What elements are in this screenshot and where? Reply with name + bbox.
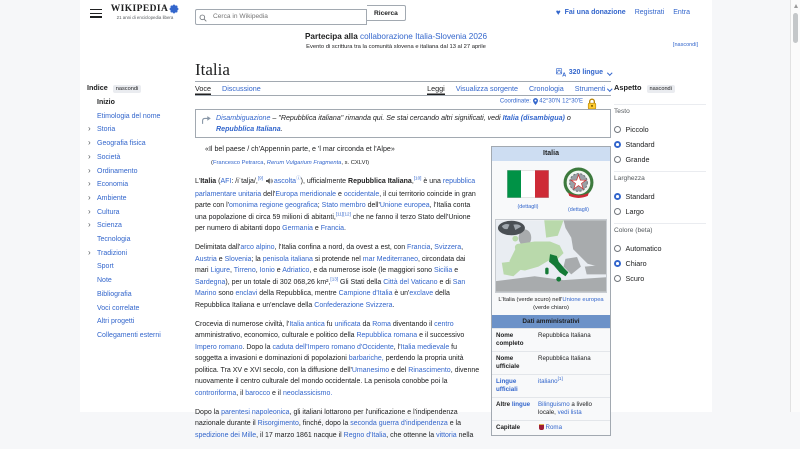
toc-item-sport[interactable] <box>87 263 191 270</box>
tab-visualizza-sorgente[interactable]: Visualizza sorgente <box>455 83 518 93</box>
text-span: , <box>230 267 234 275</box>
inline-link[interactable]: Francia <box>320 225 345 233</box>
disambiguation-icon <box>201 115 212 129</box>
text-span: , il cui territorio coincide in gran parte con l' <box>195 190 476 210</box>
map-pin-icon <box>533 98 538 105</box>
inline-link[interactable]: Francesco Petrarca <box>212 159 264 166</box>
inline-link[interactable]: italiano <box>538 378 558 386</box>
inline-link[interactable]: seconda guerra d'indipendenza <box>350 420 448 428</box>
wikipedia-logo[interactable] <box>107 4 183 20</box>
locator-map[interactable] <box>495 219 607 293</box>
inline-link[interactable]: Campione d'Italia <box>338 290 393 298</box>
inline-link[interactable]: controriforma <box>195 389 237 397</box>
text-span: e <box>336 190 344 198</box>
header-links <box>556 8 690 17</box>
text-span: Repubblica Italiana <box>538 355 591 363</box>
inline-link[interactable]: exclave <box>409 290 434 298</box>
text-span: amministrativo, economico, culturale e politico della <box>195 332 357 340</box>
text-span: dell' <box>365 202 380 210</box>
expand-icon[interactable]: › <box>88 192 91 202</box>
radio-option-grande[interactable] <box>614 155 706 164</box>
chevron-down-icon <box>607 70 612 75</box>
language-icon <box>556 68 566 77</box>
toc-item-note[interactable] <box>87 277 191 284</box>
text-span: , il <box>236 389 246 397</box>
logo-title: WIKIPEDIA <box>110 4 169 14</box>
text-span: L' <box>195 178 201 186</box>
toc-label: Scienza <box>97 222 122 230</box>
inline-link[interactable]: omonima regione geografica <box>229 202 318 210</box>
inline-link[interactable]: [13] <box>330 276 339 282</box>
inline-link[interactable]: Risorgimento <box>257 420 299 428</box>
inline-link[interactable]: Roma <box>545 424 563 432</box>
text-span: , s. CXLVI) <box>341 159 370 166</box>
text-span: ( <box>216 178 221 186</box>
inline-link[interactable]: AFI <box>220 178 232 186</box>
inline-link[interactable]: Unione europea <box>562 296 604 303</box>
inline-link[interactable]: [10] <box>413 175 422 181</box>
inline-link[interactable]: Bilinguismo <box>538 401 570 409</box>
text-span: Nome completo <box>496 332 524 348</box>
campaign-banner <box>80 32 712 50</box>
inline-link[interactable]: Sicilia <box>433 267 453 275</box>
text-span: ), ufficialmente <box>300 178 349 186</box>
appearance-section-title: Testo <box>614 104 706 119</box>
toc-item-tecnologia[interactable] <box>87 236 191 243</box>
toc-list <box>87 99 191 339</box>
text-span: dell' <box>261 190 276 198</box>
toc-item-inizio[interactable] <box>87 99 191 106</box>
expand-icon[interactable]: › <box>88 179 91 189</box>
text-span: sono <box>216 290 236 298</box>
coordinates-label[interactable]: Coordinate: <box>499 98 531 105</box>
toc-item-ordinamento[interactable] <box>87 165 191 175</box>
inline-link[interactable]: unificata <box>334 320 361 328</box>
banner-hide-link[interactable]: [nascondi] <box>672 42 698 48</box>
text-span: Partecipa alla <box>304 32 361 41</box>
text-span: Delimitata dall' <box>195 244 241 252</box>
inline-link[interactable]: barbariche, <box>348 355 384 363</box>
radio-icon[interactable] <box>614 260 621 267</box>
infobox-row-label <box>492 329 536 351</box>
toc-label: Collegamenti esterni <box>97 331 161 339</box>
toc-item-altri-progetti[interactable] <box>87 318 191 325</box>
inline-link[interactable]: Disambiguazione <box>216 114 271 123</box>
inline-link[interactable]: Rerum Vulgarium Fragmenta <box>266 159 342 166</box>
text-span: , <box>411 178 414 186</box>
text-span: ; <box>317 202 322 210</box>
text-span: e il <box>270 389 283 397</box>
appearance-title: Aspetto <box>614 83 642 92</box>
coordinates-value[interactable]: 42°30′N 12°30′E <box>539 98 583 105</box>
inline-link[interactable]: Francia <box>407 244 431 252</box>
italy-emblem[interactable] <box>562 167 595 200</box>
toc-item-cultura[interactable] <box>87 206 191 216</box>
table-of-contents <box>87 83 191 346</box>
text-span: Italia <box>200 178 217 186</box>
roma-shield-icon <box>539 424 544 430</box>
text-span: , l'Italia confina a nord, da ovest a est, con <box>274 244 408 252</box>
text-span: e <box>216 255 225 263</box>
text-span: Repubblica Italiana <box>348 178 412 186</box>
tab-strumenti[interactable]: Strumenti <box>575 82 611 95</box>
menu-icon[interactable] <box>90 9 102 20</box>
site-header <box>80 0 712 27</box>
text-span: nella <box>456 431 474 439</box>
text-span: ; la <box>251 255 263 263</box>
expand-icon[interactable]: › <box>88 247 91 257</box>
coordinates <box>195 96 611 106</box>
toc-title: Indice <box>87 83 108 92</box>
scrollbar[interactable] <box>790 0 800 412</box>
toc-label: Ordinamento <box>97 167 138 175</box>
speaker-icon[interactable] <box>266 177 273 189</box>
inline-link[interactable]: Confederazione Svizzera <box>314 301 393 309</box>
text-span: , <box>461 244 464 252</box>
article-main <box>195 60 611 449</box>
inline-link[interactable]: Slovenia <box>224 255 252 263</box>
text-span: della Repubblica, mentre <box>257 290 339 298</box>
search-button[interactable]: Ricerca <box>367 5 406 21</box>
inline-link[interactable]: Italia (disambigua) <box>502 114 565 123</box>
inline-link[interactable]: repubblica parlamentare unitaria <box>195 178 476 198</box>
appearance-section-title: Colore (beta) <box>614 223 706 238</box>
toc-label: Altri progetti <box>97 318 135 326</box>
wikipedia-page <box>80 0 712 439</box>
text-span: ( <box>211 159 213 166</box>
text-span: e il successivo <box>417 332 465 340</box>
chevron-down-icon <box>607 86 612 91</box>
text-span: Altre <box>496 401 512 409</box>
expand-icon[interactable]: › <box>88 165 91 175</box>
inline-link[interactable]: mar Mediterraneo <box>362 255 419 263</box>
infobox-title: Italia <box>492 147 610 161</box>
radio-icon[interactable] <box>614 156 621 163</box>
puzzle-icon <box>169 4 179 14</box>
toc-label: Sport <box>97 263 114 271</box>
inline-link[interactable]: Repubblica Italiana <box>216 124 281 133</box>
toc-item-economia[interactable] <box>87 181 191 188</box>
inline-link[interactable]: ascolta <box>273 178 297 186</box>
radio-icon[interactable] <box>614 245 621 252</box>
inline-link[interactable]: Austria <box>195 255 217 263</box>
inline-link[interactable]: Italia antica <box>289 320 325 328</box>
radio-option-automatico[interactable] <box>614 244 706 253</box>
inline-link[interactable]: Svizzera <box>434 244 462 252</box>
disambiguation-text <box>216 114 571 133</box>
inline-link[interactable]: occidentale <box>343 190 380 198</box>
radio-option-scuro[interactable] <box>614 274 706 283</box>
inline-link[interactable]: Rinascimento <box>408 366 451 374</box>
svg-text:A: A <box>562 72 567 77</box>
article-body <box>195 144 611 441</box>
radio-label: Automatico <box>625 244 662 253</box>
inline-link[interactable]: San Marino <box>195 278 466 298</box>
toc-item-tradizioni[interactable] <box>87 247 191 257</box>
text-span: Crocevia di numerose civiltà, l' <box>195 320 290 328</box>
infobox-row-label <box>492 352 536 374</box>
text-span: Repubblica Italiana <box>538 332 591 340</box>
text-span: . Dopo la <box>242 343 273 351</box>
scrollbar-thumb[interactable] <box>793 13 798 43</box>
radio-option-chiaro[interactable] <box>614 259 706 268</box>
inline-link[interactable]: Città del Vaticano <box>383 278 438 286</box>
text-span: e del <box>389 366 409 374</box>
infobox-row-value <box>536 398 610 420</box>
inline-link[interactable]: [1] <box>557 376 563 382</box>
toc-label: Economia <box>97 181 129 189</box>
expand-icon[interactable]: › <box>88 151 91 161</box>
text-span: , <box>255 267 260 275</box>
inline-link[interactable]: arco alpino <box>240 244 275 252</box>
infobox-row-label <box>492 398 536 420</box>
infobox-row <box>492 420 610 435</box>
register-link[interactable]: Registrati <box>634 9 665 16</box>
text-span: fu <box>324 320 335 328</box>
inline-link[interactable]: Europa meridionale <box>275 190 337 198</box>
inline-link[interactable]: collaborazione Italia-Slovenia 2026 <box>360 32 488 41</box>
inline-link[interactable]: Repubblica romana <box>356 332 418 340</box>
radio-icon[interactable] <box>614 193 621 200</box>
inline-link[interactable]: Unione europea <box>379 202 430 210</box>
inline-link[interactable]: caduta dell'Impero romano d'Occidente <box>272 343 394 351</box>
radio-icon[interactable] <box>614 275 621 282</box>
emblem-details-link[interactable]: (dettagli) <box>568 206 589 213</box>
inline-link[interactable]: Adriatico <box>282 267 310 275</box>
heart-icon: ♥ <box>555 8 561 17</box>
toc-label: Società <box>97 153 121 161</box>
banner-subtext: Evento di scrittura tra la comunità slovena e italiana dal 13 al 27 aprile <box>306 43 486 50</box>
infobox-row-label <box>492 375 536 397</box>
search-input[interactable] <box>195 9 367 25</box>
text-span: e di <box>437 278 453 286</box>
text-span: e la <box>447 420 461 428</box>
toc-label: Voci correlate <box>97 304 140 312</box>
text-span: o <box>564 114 571 123</box>
radio-icon[interactable] <box>614 126 621 133</box>
login-link[interactable]: Entra <box>673 9 690 16</box>
toc-label: Geografia fisica <box>97 140 146 148</box>
radio-label: Grande <box>625 155 650 164</box>
text-span: e <box>452 267 459 275</box>
inline-link[interactable]: ⓘ <box>296 175 301 181</box>
country-infobox <box>491 146 611 436</box>
text-span: ), per un totale di 302 068,26 km², <box>225 278 331 286</box>
inline-link[interactable]: parentesi napoleonica <box>221 408 290 416</box>
infobox-row <box>492 374 610 397</box>
toc-item-ambiente[interactable] <box>87 192 191 202</box>
radio-label: Chiaro <box>625 259 647 268</box>
text-span: è un' <box>392 290 410 298</box>
text-span: , circondata dai mari <box>195 255 466 275</box>
inline-link[interactable]: lingue <box>511 401 531 409</box>
tab-cronologia[interactable]: Cronologia <box>528 83 564 93</box>
italy-flag[interactable] <box>507 170 549 198</box>
text-span: , <box>263 159 267 166</box>
inline-link[interactable]: [11][12] <box>335 211 351 217</box>
radio-option-standard[interactable] <box>614 192 706 201</box>
appearance-panel <box>614 83 706 289</box>
text-span: e <box>274 267 283 275</box>
inline-link[interactable]: Italia medievale <box>400 343 450 351</box>
toc-label: Tradizioni <box>97 249 128 257</box>
text-span: (verde chiaro) <box>533 304 569 311</box>
inline-link[interactable]: vittoria <box>436 431 457 439</box>
inline-link[interactable]: [9] <box>257 175 263 181</box>
infobox-row <box>492 328 610 351</box>
donate-link[interactable]: Fai una donazione <box>564 9 626 16</box>
search-bar <box>195 5 406 25</box>
inline-link[interactable]: Stato membro <box>321 202 366 210</box>
infobox-row-value <box>536 352 610 374</box>
map-caption <box>492 293 610 315</box>
text-span: , che ottenne la <box>386 431 437 439</box>
text-span: che ne fanno il terzo Stato dell'Unione per numero di abitanti dopo <box>195 213 471 233</box>
toc-item-collegamenti-esterni[interactable] <box>87 332 191 339</box>
text-span: , <box>430 244 435 252</box>
page-title: Italia <box>195 60 230 79</box>
radio-icon[interactable] <box>614 141 621 148</box>
text-span: è una <box>421 178 443 186</box>
inline-link[interactable]: vedi lista <box>557 409 582 417</box>
toc-item-bibliografia[interactable] <box>87 291 191 298</box>
infobox-row-value <box>536 375 610 397</box>
text-span: : /iˈtalja/, <box>231 178 258 186</box>
text-span: Capitale <box>496 424 521 432</box>
text-span: . <box>344 225 346 233</box>
infobox-row <box>492 397 610 420</box>
infobox-row <box>492 351 610 374</box>
quote-line: «Il bel paese / ch'Appennin parte, e 'l mar circonda et l'Alpe» <box>205 145 395 154</box>
toc-label: Inizio <box>97 99 115 106</box>
toc-label: Ambiente <box>97 194 127 202</box>
radio-option-piccolo[interactable] <box>614 125 706 134</box>
radio-option-standard[interactable] <box>614 140 706 149</box>
toc-item-etimologia-del-nome[interactable] <box>87 113 191 120</box>
expand-icon[interactable]: › <box>88 124 91 134</box>
logo-tagline: 21 anni di enciclopedia libera <box>116 15 174 20</box>
toc-label: Note <box>97 277 112 285</box>
toc-label: Bibliografia <box>97 290 132 298</box>
radio-option-largo[interactable] <box>614 207 706 216</box>
text-span: , l'Italia conta una popolazione di circa 59 milioni di abitanti, <box>195 202 471 221</box>
inline-link[interactable]: Sardegna <box>195 278 226 286</box>
radio-label: Piccolo <box>625 125 649 134</box>
flag-details-link[interactable]: (dettagli) <box>517 204 539 211</box>
text-span: della Repubblica Italiana e un'enclave della <box>195 290 450 309</box>
inline-link[interactable]: spedizione dei Mille <box>195 431 257 439</box>
search-icon <box>199 9 207 27</box>
inline-link[interactable]: barocco <box>245 389 271 397</box>
infobox-rows <box>492 328 610 435</box>
text-span: e <box>312 225 321 233</box>
inline-link[interactable]: Roma <box>372 320 391 328</box>
text-span: , e da numerose isole (le maggiori sono <box>309 267 434 275</box>
text-span: . <box>280 124 283 133</box>
disambiguation-note <box>195 109 611 138</box>
text-span: Nome ufficiale <box>496 355 520 371</box>
infobox-section-header: Dati amministrativi <box>492 315 610 328</box>
inline-link[interactable]: Ligure <box>210 267 231 275</box>
infobox-row-value <box>536 421 610 435</box>
infobox-row-label <box>492 421 536 435</box>
tab-voce[interactable]: Voce <box>195 83 211 93</box>
text-span: , il 17 marzo 1861 nacque il <box>256 431 344 439</box>
radio-label: Largo <box>625 207 644 216</box>
radio-label: Scuro <box>625 274 645 283</box>
toc-item-geografia-fisica[interactable] <box>87 140 191 147</box>
toc-item-societ-[interactable] <box>87 151 191 161</box>
languages-count: 320 lingue <box>568 69 603 76</box>
text-span: , l' <box>393 343 401 351</box>
text-span: da <box>360 320 373 328</box>
inline-link[interactable]: Impero romano <box>195 343 243 351</box>
toc-label: Etimologia del nome <box>97 112 161 120</box>
toc-label: Storia <box>97 126 116 134</box>
article-tabs <box>195 82 611 96</box>
radio-icon[interactable] <box>614 208 621 215</box>
text-span: Dopo la <box>195 408 222 416</box>
text-span: – "Repubblica italiana" rimanda qui. Se stai cercando altri significati, vedi <box>270 114 503 123</box>
inline-link[interactable]: Ionio <box>259 267 275 275</box>
toc-item-voci-correlate[interactable] <box>87 305 191 312</box>
inline-link[interactable]: Tirreno <box>233 267 256 275</box>
toc-label: Cultura <box>97 208 120 216</box>
appearance-section-title: Larghezza <box>614 171 706 186</box>
tab-leggi[interactable]: Leggi <box>427 83 445 93</box>
text-span: , divenne nuovamente il centro culturale del mondo occidentale. La penisola conobbe poi la <box>195 366 480 386</box>
inline-link[interactable]: penisola italiana <box>262 255 313 263</box>
text-span: a livello locale, <box>538 401 592 417</box>
inline-link[interactable]: Regno d'Italia <box>343 431 387 439</box>
inline-link[interactable]: Umanesimo <box>351 366 390 374</box>
text-span: , finché, dopo la <box>298 420 351 428</box>
text-span: , gli italiani lottarono per l'unificazione e l'indipendenza nazionale durante il <box>195 408 458 428</box>
expand-icon[interactable]: › <box>88 220 91 230</box>
inline-link[interactable]: Germania <box>282 225 313 233</box>
text-span: perdendo la propria unità politica. Tra XV e XVI secolo, con la diffusione dell' <box>195 355 464 374</box>
appearance-hide-button[interactable]: nascondi <box>647 85 675 93</box>
scroll-up-arrow[interactable] <box>794 4 798 8</box>
banner-title <box>80 32 712 41</box>
text-span: . <box>392 301 395 309</box>
text-span: si protende nel <box>312 255 363 263</box>
inline-link[interactable]: Lingue ufficiali <box>496 378 518 394</box>
text-span: fu soggetta a invasioni e dominazioni di popolazioni <box>195 343 458 363</box>
expand-icon[interactable]: › <box>88 206 91 216</box>
toc-item-storia[interactable] <box>87 126 191 133</box>
text-span: L'Italia (verde scuro) nell' <box>498 296 563 303</box>
text-span <box>263 178 265 185</box>
toc-item-scienza[interactable] <box>87 222 191 229</box>
tab-discussione[interactable]: Discussione <box>222 83 261 93</box>
radio-label: Standard <box>625 140 655 149</box>
text-span: diventando il <box>390 320 435 328</box>
expand-icon[interactable]: › <box>88 138 91 148</box>
languages-button[interactable] <box>556 68 611 79</box>
inline-link[interactable]: neoclassicismo. <box>282 389 333 397</box>
inline-link[interactable]: centro <box>434 320 454 328</box>
toc-hide-button[interactable]: nascondi <box>113 85 141 93</box>
radio-label: Standard <box>625 192 655 201</box>
text-span: Gli Stati della <box>338 278 384 286</box>
inline-link[interactable]: enclavi <box>235 290 258 298</box>
infobox-row-value <box>536 329 610 351</box>
toc-label: Tecnologia <box>97 236 131 244</box>
